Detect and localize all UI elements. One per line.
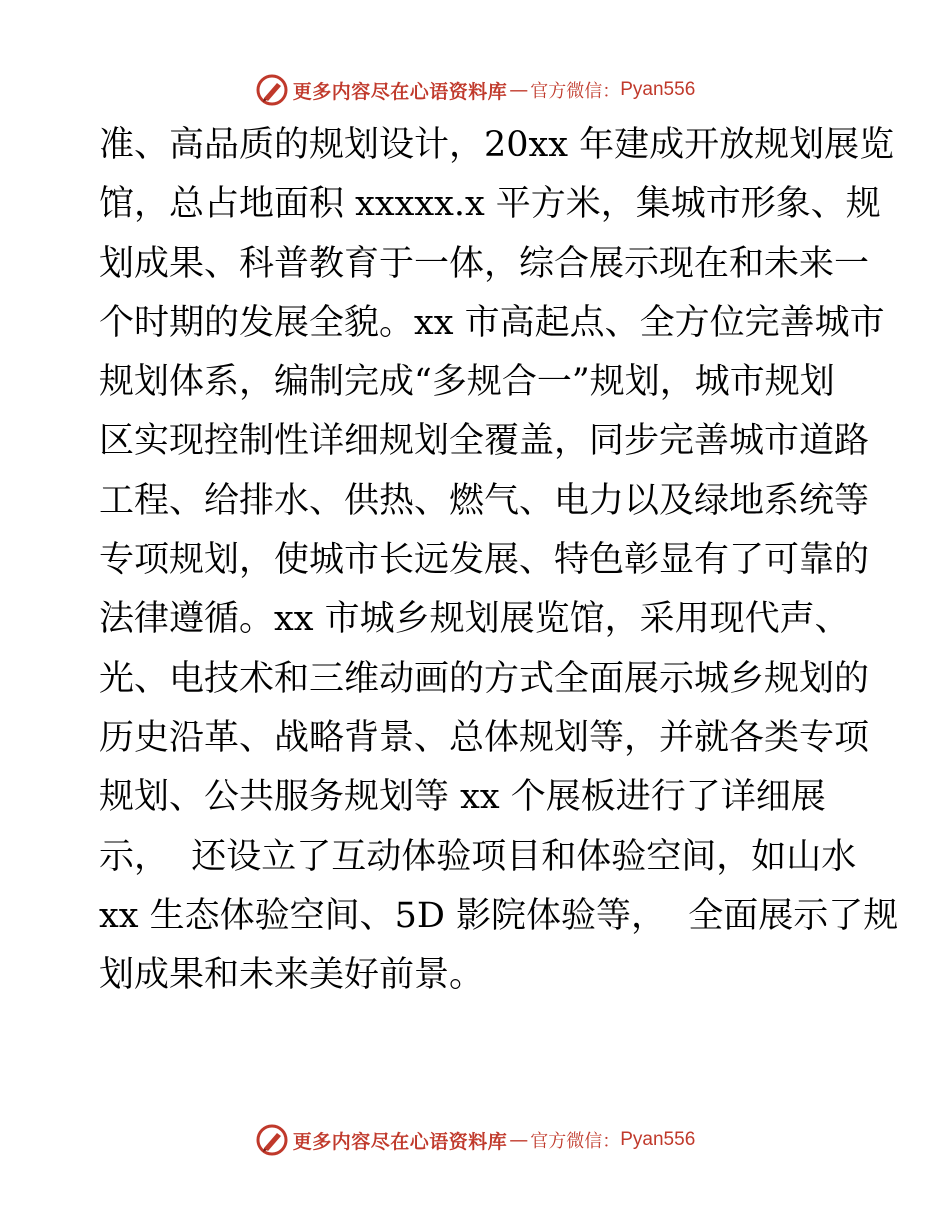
body-line: 法律遵循。xx 市城乡规划展览馆，采用现代声、 bbox=[99, 599, 850, 640]
body-line: 区实现控制性详细规划全覆盖，同步完善城市道路 bbox=[99, 421, 870, 462]
body-line: 划成果和未来美好前景。 bbox=[99, 955, 485, 996]
body-line: 示， 还设立了互动体验项目和体验空间，如山水 bbox=[99, 836, 857, 877]
body-line: 规划体系，编制完成“多规合一”规划，城市规划 bbox=[99, 362, 835, 403]
banner-wechat-label: 官方微信： bbox=[530, 81, 621, 102]
body-line: 准、高品质的规划设计，20xx 年建成开放规划展览 bbox=[99, 125, 895, 165]
banner-main-text: 更多内容尽在心语资料库 bbox=[292, 1130, 508, 1153]
pen-logo-icon bbox=[255, 1123, 289, 1157]
banner-wechat-id: Pyan556 bbox=[620, 1129, 696, 1150]
pen-logo-icon bbox=[255, 73, 289, 107]
body-line: 划成果、科普教育于一体，综合展示现在和未来一 bbox=[99, 243, 870, 284]
document-body bbox=[99, 116, 899, 1005]
body-line: xx 生态体验空间、5D 影院体验等， 全面展示了规 bbox=[99, 895, 899, 936]
body-line: 专项规划，使城市长远发展、特色彰显有了可靠的 bbox=[99, 540, 870, 581]
banner-main-text: 更多内容尽在心语资料库 bbox=[292, 80, 508, 103]
banner-separator: — bbox=[509, 1129, 529, 1151]
header-banner bbox=[0, 70, 950, 110]
banner-wechat-id: Pyan556 bbox=[620, 79, 696, 100]
body-line: 光、电技术和三维动画的方式全面展示城乡规划的 bbox=[99, 658, 870, 699]
body-line: 个时期的发展全貌。xx 市高起点、全方位完善城市 bbox=[99, 302, 885, 343]
banner-wechat-label: 官方微信： bbox=[530, 1131, 621, 1152]
body-line: 馆，总占地面积 xxxxx.x 平方米，集城市形象、规 bbox=[99, 184, 881, 225]
body-line: 规划、公共服务规划等 xx 个展板进行了详细展 bbox=[99, 777, 826, 818]
banner-separator: — bbox=[509, 79, 529, 101]
body-line: 历史沿革、战略背景、总体规划等，并就各类专项 bbox=[99, 717, 870, 758]
body-line: 工程、给排水、供热、燃气、电力以及绿地系统等 bbox=[99, 480, 870, 521]
footer-banner bbox=[0, 1120, 950, 1160]
